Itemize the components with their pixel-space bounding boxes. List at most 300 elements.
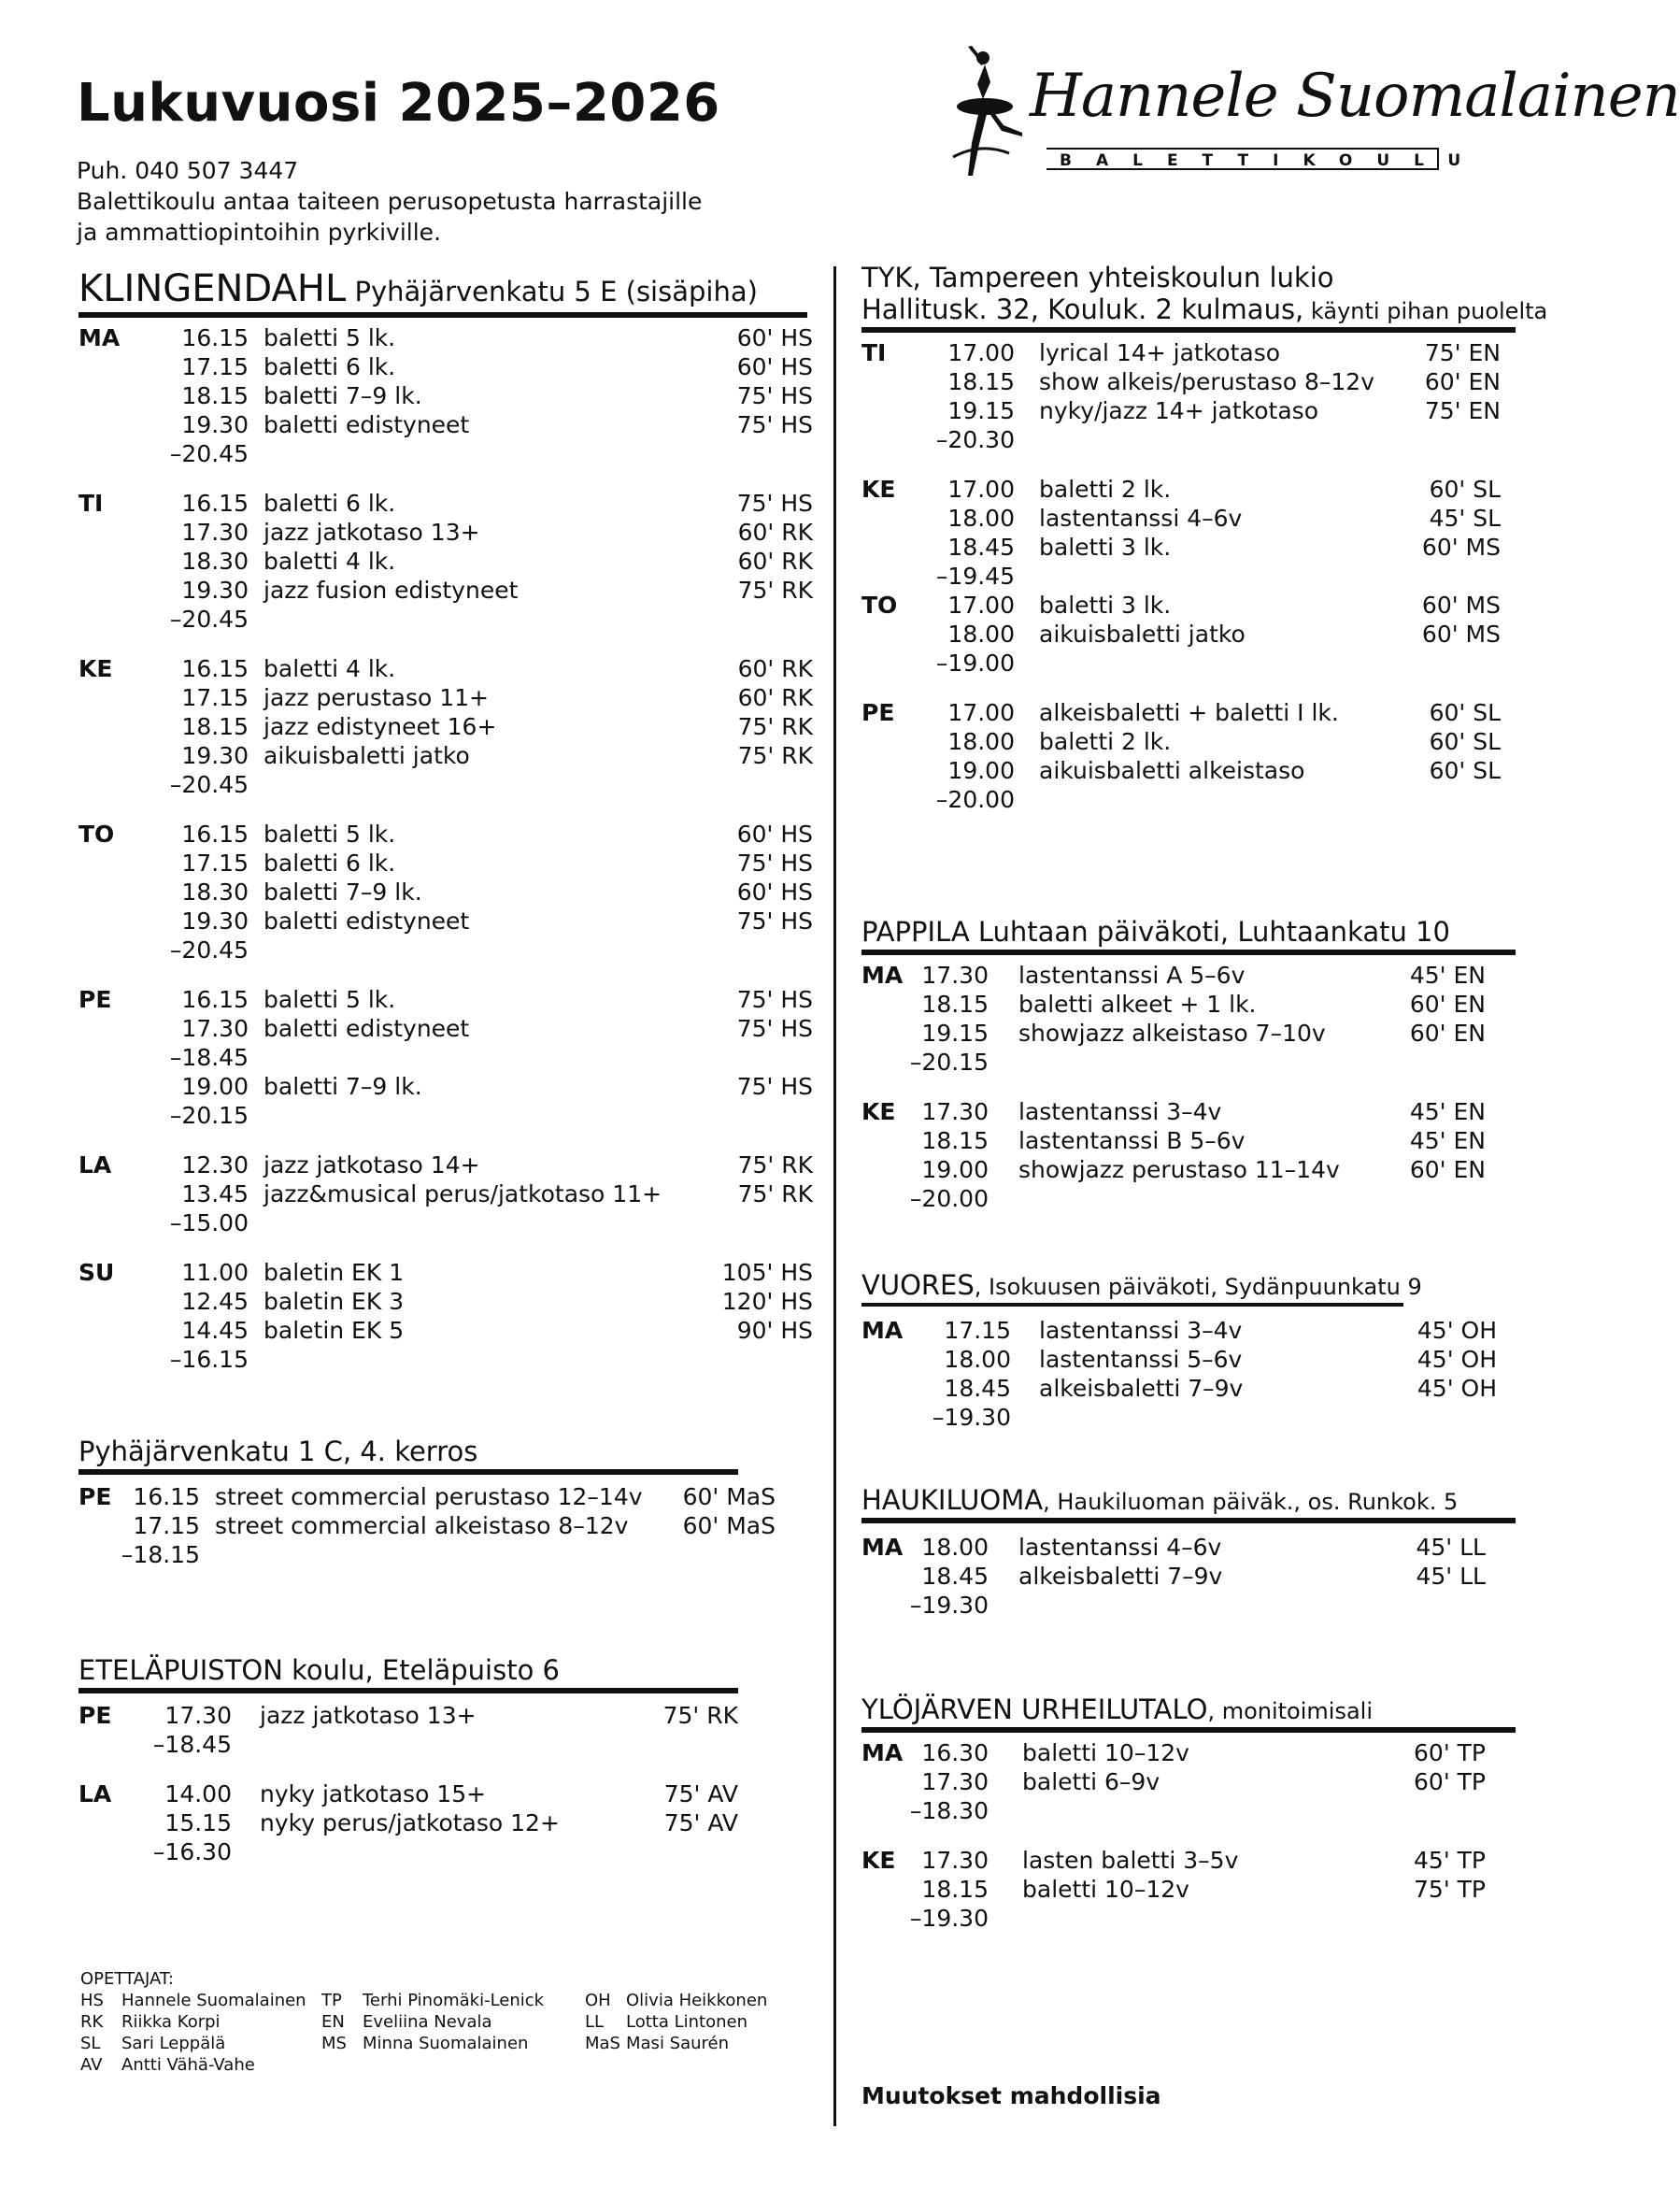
class-duration-teacher: 45' OH	[1417, 1375, 1497, 1402]
class-time: 18.45	[947, 534, 1015, 561]
class-time: –20.15	[909, 1049, 989, 1076]
class-name: lasten baletti 3–5v	[1022, 1847, 1239, 1874]
teacher-code: RK	[80, 2012, 104, 2032]
class-duration-teacher: 60' TP	[1414, 1768, 1486, 1795]
class-duration-teacher: 75' RK	[737, 1151, 813, 1179]
row-gap	[78, 1237, 807, 1258]
class-name: nyky perus/jatkotaso 12+	[260, 1809, 560, 1836]
schedule-row	[78, 712, 813, 741]
class-duration-teacher: 45' LL	[1416, 1563, 1486, 1590]
class-name: baletti 7–9 lk.	[263, 382, 422, 409]
class-duration-teacher: 60' RK	[737, 655, 813, 682]
logo-name: Hannele Suomalainen	[1030, 62, 1680, 131]
class-duration-teacher: 60' MaS	[682, 1512, 776, 1539]
class-time: –19.45	[935, 563, 1015, 590]
class-name: lastentanssi 3–4v	[1039, 1317, 1243, 1344]
class-time: –19.30	[909, 1592, 989, 1619]
class-name: baletin EK 1	[263, 1259, 405, 1286]
teacher-code: HS	[80, 1991, 104, 2010]
schedule-row	[78, 1043, 807, 1072]
class-time: –18.15	[121, 1541, 200, 1568]
class-duration-teacher: 60' SL	[1429, 728, 1501, 755]
section-tyk	[861, 262, 1548, 814]
class-time: 19.30	[181, 577, 249, 604]
class-name: baletti edistyneet	[263, 907, 470, 935]
schedule-row	[78, 1511, 776, 1540]
class-duration-teacher: 75' AV	[663, 1780, 738, 1807]
teacher-name: Riikka Korpi	[121, 2012, 221, 2032]
class-name: nyky/jazz 14+ jatkotaso	[1039, 397, 1318, 424]
class-name: street commercial perustaso 12–14v	[215, 1483, 643, 1510]
class-time: 17.15	[181, 850, 249, 877]
row-gap	[78, 799, 807, 820]
class-time: 17.30	[921, 962, 989, 989]
class-duration-teacher: 105' HS	[721, 1259, 813, 1286]
schedule-row	[861, 1126, 1516, 1155]
schedule-row	[78, 878, 813, 907]
class-time: –20.15	[169, 1102, 249, 1129]
class-time: –16.30	[152, 1838, 232, 1865]
class-duration-teacher: 60' TP	[1414, 1739, 1486, 1766]
class-name: jazz fusion edistyneet	[263, 577, 519, 604]
class-duration-teacher: 60' EN	[1424, 368, 1501, 395]
venue-address: , Isokuusen päiväkoti, Sydänpuunkatu 9	[974, 1274, 1422, 1300]
class-time: 15.15	[164, 1809, 232, 1836]
schedule-row	[78, 1701, 738, 1730]
class-name: street commercial alkeistaso 8–12v	[215, 1512, 629, 1539]
schedule-row	[861, 1403, 1403, 1432]
teacher-code: AV	[80, 2055, 103, 2075]
section-pyhajarvenkatu	[78, 1436, 776, 1569]
class-name: baletti 6 lk.	[263, 850, 396, 877]
class-name: baletti 6 lk.	[263, 353, 396, 380]
class-name: baletti 2 lk.	[1039, 476, 1172, 503]
class-time: –15.00	[169, 1209, 249, 1236]
class-name: baletti 4 lk.	[263, 655, 396, 682]
schedule-row	[78, 547, 813, 576]
section-heading	[861, 1484, 1516, 1523]
class-name: jazz&musical perus/jatkotaso 11+	[263, 1180, 662, 1207]
schedule-row	[78, 820, 813, 849]
schedule-table	[861, 1316, 1497, 1432]
class-time: 19.00	[181, 1073, 249, 1100]
day-label: KE	[861, 1098, 896, 1125]
class-duration-teacher: 60' MS	[1421, 534, 1501, 561]
schedule-row	[78, 936, 807, 964]
class-time: 19.30	[181, 742, 249, 769]
teachers-column	[80, 1990, 306, 2076]
class-duration-teacher: 45' SL	[1429, 505, 1501, 532]
venue-address: Hallitusk. 32, Kouluk. 2 kulmaus,	[861, 293, 1304, 325]
class-time: –20.00	[935, 786, 1015, 813]
schedule-row	[78, 1808, 738, 1837]
class-duration-teacher: 45' EN	[1409, 1127, 1486, 1154]
class-duration-teacher: 60' RK	[737, 548, 813, 575]
class-time: 16.15	[181, 655, 249, 682]
schedule-row	[78, 576, 813, 605]
day-label: KE	[861, 476, 896, 503]
intro-line-1: Balettikoulu antaa taiteen perusopetusta harrastajille	[77, 188, 703, 215]
teacher-name: Terhi Pinomäki-Lenick	[363, 1991, 545, 2010]
class-time: 16.15	[181, 986, 249, 1013]
class-time: 13.45	[181, 1180, 249, 1207]
teacher-code: OH	[585, 1991, 611, 2010]
row-gap	[861, 678, 1516, 698]
class-time: –20.45	[169, 771, 249, 798]
class-time: –18.45	[169, 1044, 249, 1071]
class-time: –20.45	[169, 440, 249, 467]
schedule-row	[861, 1316, 1497, 1345]
row-gap	[861, 1077, 1516, 1097]
section-haukiluoma	[861, 1484, 1516, 1620]
class-duration-teacher: 60' EN	[1409, 1020, 1486, 1047]
venue-name: HAUKILUOMA	[861, 1484, 1044, 1516]
schedule-row	[861, 727, 1516, 756]
class-time: 17.30	[921, 1847, 989, 1874]
schedule-row	[78, 683, 813, 712]
class-duration-teacher: 75' RK	[662, 1702, 738, 1729]
schedule-row	[78, 1101, 807, 1130]
class-time: 17.30	[181, 519, 249, 546]
schedule-row	[861, 756, 1516, 785]
teacher-code: SL	[80, 2034, 101, 2053]
class-duration-teacher: 60' RK	[737, 684, 813, 711]
schedule-row	[78, 352, 813, 381]
teacher-name: Antti Vähä-Vahe	[121, 2055, 255, 2075]
day-label: MA	[861, 1534, 904, 1561]
ballerina-icon	[944, 45, 1028, 185]
class-time: 19.00	[921, 1156, 989, 1183]
schedule-table	[861, 961, 1516, 1213]
class-name: jazz jatkotaso 14+	[263, 1151, 480, 1179]
school-logo	[944, 45, 1680, 185]
intro-line-2: ja ammattiopintoihin pyrkiville.	[77, 219, 442, 246]
schedule-row	[78, 381, 813, 410]
day-label: KE	[78, 655, 113, 682]
schedule-row	[78, 410, 813, 439]
class-time: 17.15	[944, 1317, 1011, 1344]
venue-name: PAPPILA Luhtaan päiväkoti, Luhtaankatu 10	[861, 916, 1450, 948]
class-time: 19.15	[921, 1020, 989, 1047]
class-time: 18.00	[921, 1534, 989, 1561]
class-name: baletti 3 lk.	[1039, 592, 1172, 619]
teachers-column	[585, 1990, 767, 2054]
class-time: 18.15	[181, 713, 249, 740]
day-label: LA	[78, 1780, 112, 1807]
schedule-row	[78, 1179, 813, 1208]
schedule-row	[78, 1258, 813, 1287]
schedule-row	[78, 439, 807, 468]
schedule-row	[861, 1048, 1516, 1077]
class-time: 18.15	[921, 1127, 989, 1154]
day-label: TO	[861, 592, 898, 619]
teacher-name: Minna Suomalainen	[363, 2034, 529, 2053]
class-duration-teacher: 45' OH	[1417, 1346, 1497, 1373]
schedule-row	[861, 785, 1516, 814]
class-name: lastentanssi B 5–6v	[1018, 1127, 1246, 1154]
class-name: showjazz perustaso 11–14v	[1018, 1156, 1340, 1183]
teacher-entry	[321, 1990, 544, 2011]
class-name: lastentanssi 3–4v	[1018, 1098, 1222, 1125]
class-time: 17.15	[133, 1512, 200, 1539]
teachers-legend	[80, 1968, 809, 2080]
schedule-row	[78, 1208, 807, 1237]
venue-address: , Haukiluoman päiväk., os. Runkok. 5	[1043, 1489, 1459, 1515]
schedule-row	[861, 1533, 1516, 1562]
class-name: showjazz alkeistaso 7–10v	[1018, 1020, 1326, 1047]
class-name: nyky jatkotaso 15+	[260, 1780, 487, 1807]
schedule-table	[861, 1738, 1516, 1933]
section-vuores	[861, 1269, 1497, 1432]
day-label: SU	[78, 1259, 115, 1286]
class-name: jazz perustaso 11+	[263, 684, 490, 711]
class-time: 11.00	[181, 1259, 249, 1286]
day-label: PE	[78, 986, 112, 1013]
class-name: jazz edistyneet 16+	[263, 713, 497, 740]
section-heading	[861, 916, 1516, 955]
teacher-name: Lotta Lintonen	[626, 2012, 747, 2032]
class-duration-teacher: 75' HS	[736, 850, 813, 877]
class-name: lastentanssi A 5–6v	[1018, 962, 1246, 989]
venue-name: TYK, Tampereen yhteiskoulun lukio	[861, 262, 1334, 293]
schedule-row	[78, 518, 813, 547]
class-duration-teacher: 120' HS	[721, 1288, 813, 1315]
class-time: 19.00	[947, 757, 1015, 784]
teacher-entry	[80, 2033, 306, 2054]
class-duration-teacher: 60' HS	[736, 821, 813, 848]
row-gap	[861, 454, 1516, 475]
schedule-row	[78, 1837, 738, 1866]
class-time: 18.15	[921, 991, 989, 1018]
section-heading	[78, 1436, 738, 1475]
class-duration-teacher: 60' MS	[1421, 592, 1501, 619]
class-time: –20.30	[935, 426, 1015, 453]
class-name: alkeisbaletti + baletti I lk.	[1039, 699, 1339, 726]
class-duration-teacher: 60' SL	[1429, 699, 1501, 726]
day-label: PE	[78, 1702, 112, 1729]
class-name: baletti 7–9 lk.	[263, 879, 422, 906]
class-duration-teacher: 75' HS	[736, 490, 813, 517]
teacher-name: Masi Saurén	[626, 2034, 730, 2053]
class-name: baletti 5 lk.	[263, 986, 396, 1013]
schedule-row	[78, 1150, 813, 1179]
class-time: –18.45	[152, 1731, 232, 1758]
schedule-table	[861, 1533, 1516, 1620]
schedule-row	[861, 620, 1516, 649]
class-time: 17.00	[947, 592, 1015, 619]
schedule-table	[78, 1482, 776, 1569]
schedule-row	[861, 1155, 1516, 1184]
class-time: 17.30	[164, 1702, 232, 1729]
day-label: MA	[78, 324, 121, 351]
schedule-row	[78, 907, 813, 936]
venue-entrance-note: käynti pihan puolelta	[1303, 298, 1548, 324]
schedule-row	[78, 1014, 813, 1043]
class-duration-teacher: 45' EN	[1409, 1098, 1486, 1125]
class-time: –19.30	[932, 1404, 1011, 1431]
schedule-row	[861, 1796, 1516, 1825]
class-time: 14.00	[164, 1780, 232, 1807]
class-name: lastentanssi 4–6v	[1039, 505, 1243, 532]
section-heading	[861, 262, 1548, 333]
section-ylojarvi	[861, 1693, 1516, 1933]
class-time: –16.15	[169, 1346, 249, 1373]
class-duration-teacher: 90' HS	[736, 1317, 813, 1344]
class-duration-teacher: 75' RK	[737, 742, 813, 769]
schedule-row	[861, 475, 1516, 504]
class-time: –20.00	[909, 1185, 989, 1212]
schedule-row	[78, 1072, 813, 1101]
changes-note: Muutokset mahdollisia	[861, 2082, 1161, 2109]
class-duration-teacher: 75' AV	[663, 1809, 738, 1836]
column-divider	[833, 266, 836, 2126]
schedule-row	[861, 1097, 1516, 1126]
class-name: baletti 5 lk.	[263, 821, 396, 848]
class-duration-teacher: 60' MS	[1421, 621, 1501, 648]
class-time: 18.00	[947, 728, 1015, 755]
teacher-entry	[585, 2011, 767, 2033]
class-duration-teacher: 60' SL	[1429, 476, 1501, 503]
teachers-label: OPETTAJAT:	[80, 1969, 174, 1989]
class-time: 18.15	[921, 1876, 989, 1903]
class-name: baletti 3 lk.	[1039, 534, 1172, 561]
class-time: 17.15	[181, 684, 249, 711]
section-pappila	[861, 916, 1516, 1213]
class-duration-teacher: 75' EN	[1424, 397, 1501, 424]
schedule-table	[78, 323, 813, 1374]
day-label: PE	[861, 699, 895, 726]
schedule-row	[861, 1019, 1516, 1048]
section-heading	[861, 1693, 1516, 1733]
venue-address: Pyhäjärvenkatu 5 E (sisäpiha)	[346, 276, 758, 307]
schedule-row	[78, 1540, 738, 1569]
class-name: alkeisbaletti 7–9v	[1039, 1375, 1244, 1402]
intro-text	[77, 155, 702, 248]
class-duration-teacher: 75' HS	[736, 382, 813, 409]
class-duration-teacher: 75' RK	[737, 1180, 813, 1207]
class-duration-teacher: 75' HS	[736, 986, 813, 1013]
teacher-name: Sari Leppälä	[121, 2034, 226, 2053]
class-name: baletti edistyneet	[263, 1015, 470, 1042]
schedule-row	[861, 1875, 1516, 1904]
schedule-row	[861, 1374, 1497, 1403]
page-title: Lukuvuosi 2025–2026	[77, 73, 720, 134]
class-time: –20.45	[169, 606, 249, 633]
section-heading	[78, 1654, 738, 1693]
class-name: lastentanssi 4–6v	[1018, 1534, 1222, 1561]
teacher-code: MS	[321, 2034, 347, 2053]
class-duration-teacher: 75' HS	[736, 1073, 813, 1100]
class-duration-teacher: 45' LL	[1416, 1534, 1486, 1561]
section-heading	[78, 267, 807, 318]
schedule-row	[861, 1904, 1516, 1933]
class-duration-teacher: 45' OH	[1417, 1317, 1497, 1344]
phone-number: Puh. 040 507 3447	[77, 157, 299, 184]
day-label: MA	[861, 962, 904, 989]
schedule-row	[78, 605, 807, 634]
class-time: 18.00	[947, 505, 1015, 532]
venue-name: YLÖJÄRVEN URHEILUTALO	[861, 1693, 1208, 1725]
class-name: baletin EK 5	[263, 1317, 405, 1344]
class-time: 18.30	[181, 548, 249, 575]
class-name: baletti 4 lk.	[263, 548, 396, 575]
class-time: 16.15	[181, 324, 249, 351]
class-name: baletti 5 lk.	[263, 324, 396, 351]
class-name: lastentanssi 5–6v	[1039, 1346, 1243, 1373]
class-time: 12.45	[181, 1288, 249, 1315]
class-time: 18.30	[181, 879, 249, 906]
class-name: alkeisbaletti 7–9v	[1018, 1563, 1223, 1590]
schedule-row	[861, 425, 1516, 454]
class-duration-teacher: 60' HS	[736, 324, 813, 351]
teacher-name: Hannele Suomalainen	[121, 1991, 306, 2010]
class-name: baletti edistyneet	[263, 411, 470, 438]
section-heading	[861, 1269, 1422, 1307]
day-label: TI	[861, 339, 887, 366]
class-time: 18.15	[181, 382, 249, 409]
class-duration-teacher: 60' HS	[736, 353, 813, 380]
teachers-column	[321, 1990, 544, 2054]
section-klingendahl	[78, 267, 813, 1374]
schedule-row	[78, 489, 813, 518]
class-name: baletin EK 3	[263, 1288, 405, 1315]
teacher-code: TP	[321, 1991, 342, 2010]
schedule-row	[861, 1738, 1516, 1767]
class-name: baletti alkeet + 1 lk.	[1018, 991, 1257, 1018]
schedule-row	[78, 770, 807, 799]
class-duration-teacher: 45' TP	[1414, 1847, 1486, 1874]
class-time: 17.00	[947, 339, 1015, 366]
day-label: TO	[78, 821, 115, 848]
schedule-row	[78, 741, 813, 770]
row-gap	[78, 964, 807, 985]
class-name: lyrical 14+ jatkotaso	[1039, 339, 1281, 366]
schedule-row	[78, 985, 813, 1014]
class-name: baletti 10–12v	[1022, 1876, 1189, 1903]
schedule-row	[861, 504, 1516, 533]
class-time: 17.00	[947, 699, 1015, 726]
class-duration-teacher: 60' EN	[1409, 991, 1486, 1018]
schedule-row	[861, 367, 1516, 396]
teacher-entry	[321, 2033, 544, 2054]
teacher-code: MaS	[585, 2034, 620, 2053]
class-name: aikuisbaletti alkeistaso	[1039, 757, 1305, 784]
class-time: 16.15	[181, 490, 249, 517]
class-duration-teacher: 75' HS	[736, 411, 813, 438]
class-time: 17.30	[921, 1098, 989, 1125]
day-label: KE	[861, 1847, 896, 1874]
class-time: 18.45	[921, 1563, 989, 1590]
class-time: 17.30	[181, 1015, 249, 1042]
class-time: 16.15	[133, 1483, 200, 1510]
row-gap	[78, 1130, 807, 1150]
class-name: show alkeis/perustaso 8–12v	[1039, 368, 1374, 395]
class-duration-teacher: 75' RK	[737, 577, 813, 604]
class-duration-teacher: 60' HS	[736, 879, 813, 906]
class-time: –19.00	[935, 650, 1015, 677]
schedule-row	[78, 849, 813, 878]
venue-name: ETELÄPUISTON koulu, Eteläpuisto 6	[78, 1654, 561, 1686]
class-time: 18.15	[947, 368, 1015, 395]
row-gap	[78, 634, 807, 654]
class-time: 17.15	[181, 353, 249, 380]
schedule-table	[78, 1701, 738, 1866]
section-etelapuisto	[78, 1654, 738, 1866]
class-name: baletti 6 lk.	[263, 490, 396, 517]
class-time: 18.45	[944, 1375, 1011, 1402]
schedule-row	[861, 698, 1516, 727]
schedule-row	[861, 1184, 1516, 1213]
